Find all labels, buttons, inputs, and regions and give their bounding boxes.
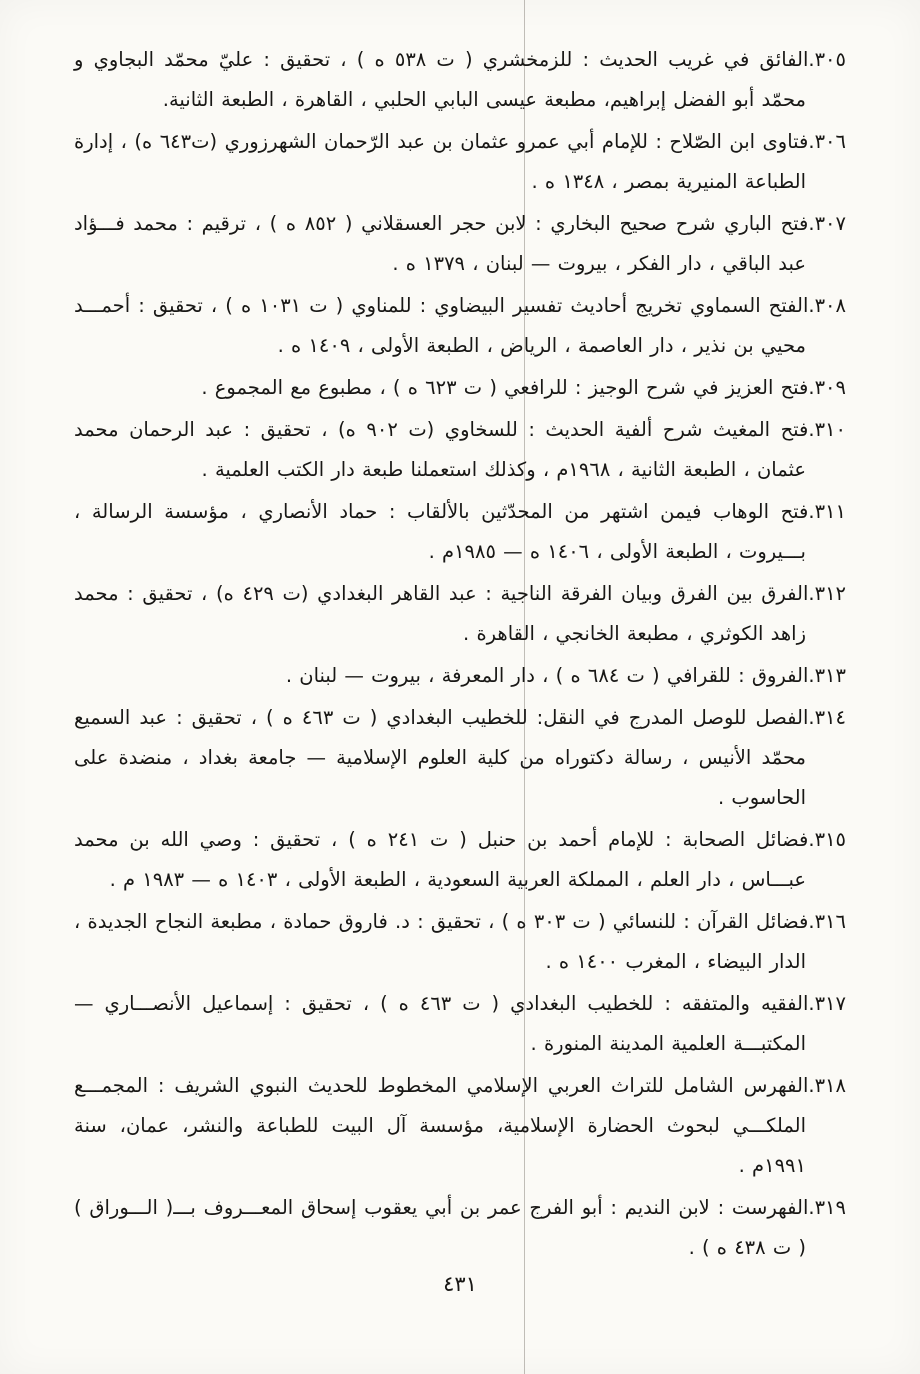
entry-number: ٣١٢. bbox=[808, 582, 847, 605]
entry-number: ٣١٠. bbox=[808, 418, 846, 441]
entry-text: فتاوى ابن الصّلاح : للإمام أبي عمرو عثمان بن عبد الرّحمان الشهرزوري (ت٦٤٣ ه) ، إدارة الطباعة المنيرية بمصر ، ١٣٤٨ ه . bbox=[74, 130, 809, 193]
entry-text: فتح العزيز في شرح الوجيز : للرافعي ( ت ٦٢٣ ه ) ، مطبوع مع المجموع . bbox=[201, 376, 809, 399]
list-item bbox=[74, 40, 846, 120]
entry-number: ٣٠٦. bbox=[808, 130, 846, 153]
list-item bbox=[74, 574, 846, 654]
page-number: ٤٣١ bbox=[443, 1272, 477, 1296]
entry-text: الفتح السماوي تخريج أحاديث تفسير البيضاوي : للمناوي ( ت ١٠٣١ ه ) ، تحقيق : أحمـــد محيي بن نذير ، دار العاصمة ، الرياض ، الطبعة الأولى ، ١٤٠٩ ه . bbox=[74, 294, 809, 357]
list-item bbox=[74, 286, 846, 366]
entry-text: الفصل للوصل المدرج في النقل: للخطيب البغدادي ( ت ٤٦٣ ه ) ، تحقيق : عبد السميع محمّد الأنيس ، رسالة دكتوراه من كلية العلوم الإسلامية — جامعة بغداد ، منضدة على الحاسوب . bbox=[74, 706, 809, 809]
list-item bbox=[74, 902, 846, 982]
entry-text: الفائق في غريب الحديث : للزمخشري ( ت ٥٣٨ ه ) ، تحقيق : عليّ محمّد البجاوي و محمّد أبو الفضل إبراهيم، مطبعة عيسى البابي الحلبي ، القاهرة ، الطبعة الثانية. bbox=[74, 48, 809, 111]
list-item bbox=[74, 698, 846, 818]
entry-number: ٣٠٥. bbox=[808, 48, 846, 71]
list-item bbox=[74, 492, 846, 572]
entry-number: ٣١٦. bbox=[808, 910, 846, 933]
entry-number: ٣٠٨. bbox=[808, 294, 846, 317]
bibliography-list bbox=[74, 40, 846, 1270]
entry-number: ٣١٩. bbox=[808, 1196, 846, 1219]
entry-number: ٣٠٩. bbox=[808, 376, 846, 399]
list-item bbox=[74, 820, 846, 900]
entry-number: ٣١١. bbox=[808, 500, 846, 523]
entry-number: ٣١٣. bbox=[808, 664, 846, 687]
list-item bbox=[74, 984, 846, 1064]
entry-text: فتح الوهاب فيمن اشتهر من المحدّثين بالألقاب : حماد الأنصاري ، مؤسسة الرسالة ، بـــيروت ، الطبعة الأولى ، ١٤٠٦ ه — ١٩٨٥م . bbox=[74, 500, 809, 563]
entry-text: الفقيه والمتفقه : للخطيب البغدادي ( ت ٤٦٣ ه ) ، تحقيق : إسماعيل الأنصـــاري — المكتبـــة العلمية المدينة المنورة . bbox=[74, 992, 809, 1055]
list-item bbox=[74, 1188, 846, 1268]
list-item bbox=[74, 122, 846, 202]
entry-text: الفهرس الشامل للتراث العربي الإسلامي المخطوط للحديث النبوي الشريف : المجمـــع الملكـــي لبحوث الحضارة الإسلامية، مؤسسة آل البيت للطباعة والنشر، عمان، سنة ١٩٩١م . bbox=[74, 1074, 809, 1177]
entry-number: ٣٠٧. bbox=[808, 212, 846, 235]
entry-text: فتح الباري شرح صحيح البخاري : لابن حجر العسقلاني ( ٨٥٢ ه ) ، ترقيم : محمد فـــؤاد عبد الباقي ، دار الفكر ، بيروت — لبنان ، ١٣٧٩ ه . bbox=[74, 212, 809, 275]
list-item bbox=[74, 204, 846, 284]
list-item bbox=[74, 656, 846, 696]
entry-number: ٣١٥. bbox=[808, 828, 847, 851]
entry-number: ٣١٤. bbox=[808, 706, 846, 729]
list-item bbox=[74, 1066, 846, 1186]
entry-text: فضائل القرآن : للنسائي ( ت ٣٠٣ ه ) ، تحقيق : د. فاروق حمادة ، مطبعة النجاح الجديدة ، الدار البيضاء ، المغرب ١٤٠٠ ه . bbox=[74, 910, 809, 973]
entry-text: الفرق بين الفرق وبيان الفرقة الناجية : عبد القاهر البغدادي (ت ٤٢٩ ه) ، تحقيق : محمد زاهد الكوثري ، مطبعة الخانجي ، القاهرة . bbox=[74, 582, 809, 645]
entry-number: ٣١٧. bbox=[808, 992, 846, 1015]
entry-text: الفهرست : لابن النديم : أبو الفرج عمر بن أبي يعقوب إسحاق المعـــروف بـــ( الـــوراق ) ( ت ٤٣٨ ه ) . bbox=[74, 1196, 809, 1259]
list-item bbox=[74, 368, 846, 408]
entry-text: الفروق : للقرافي ( ت ٦٨٤ ه ) ، دار المعرفة ، بيروت — لبنان . bbox=[285, 664, 809, 687]
list-item bbox=[74, 410, 846, 490]
entry-number: ٣١٨. bbox=[808, 1074, 846, 1097]
entry-text: فتح المغيث شرح ألفية الحديث : للسخاوي (ت ٩٠٢ ه) ، تحقيق : عبد الرحمان محمد عثمان ، الطبعة الثانية ، ١٩٦٨م ، وكذلك استعملنا طبعة دار الكتب العلمية . bbox=[74, 418, 809, 481]
entry-text: فضائل الصحابة : للإمام أحمد بن حنبل ( ت ٢٤١ ه ) ، تحقيق : وصي الله بن محمد عبـــاس ، دار العلم ، المملكة العربية السعودية ، الطبعة الأولى ، ١٤٠٣ ه — ١٩٨٣ م . bbox=[74, 828, 809, 891]
